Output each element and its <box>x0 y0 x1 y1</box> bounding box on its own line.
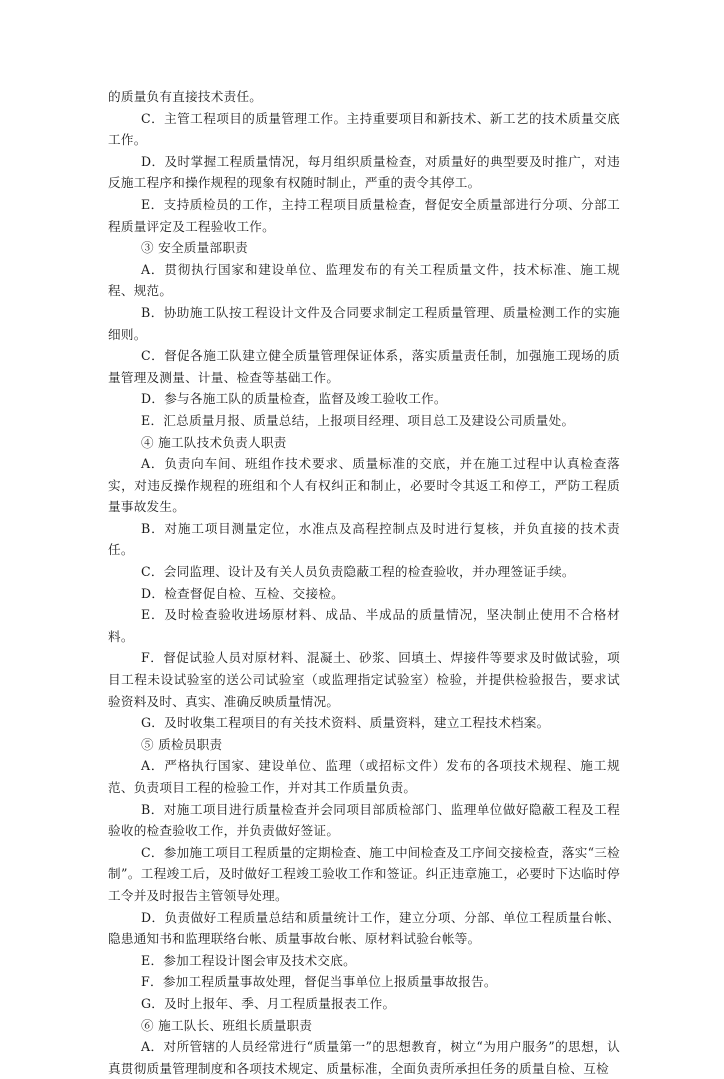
item-a: A．负责向车间、班组作技术要求、质量标准的交底，并在施工过程中认真检查落实，对违反操作规程的班组和个人有权纠正和制止，必要时令其返工和停工，严防工程质量事故发生。 <box>108 456 620 515</box>
paragraph-continuation: 的质量负有直接技术责任。 <box>108 89 263 104</box>
item-c: C．督促各施工队建立健全质量管理保证体系，落实质量责任制，加强施工现场的质量管理及测量、计量、检查等基础工作。 <box>108 348 620 385</box>
item-f: F．参加工程质量事故处理，督促当事单位上报质量事故报告。 <box>141 974 497 990</box>
item-a: A．严格执行国家、建设单位、监理（或招标文件）发布的各项技术规程、施工规范、负责项目工程的检验工作，并对其工作质量负责。 <box>108 758 620 795</box>
item-d: D．检查督促自检、互检、交接检。 <box>141 585 345 601</box>
item-d: D．参与各施工队的质量检查，监督及竣工验收工作。 <box>141 391 447 407</box>
section-heading-team-tech-lead: ④ 施工队技术负责人职责 <box>141 434 287 450</box>
item-c: C．参加施工项目工程质量的定期检查、施工中间检查及工序间交接检查，落实“三检制”。工程竣工后，及时做好工程竣工验收工作和签证。纠正违章施工，必要时下达临时停工令并及时报告主管领导处理。 <box>108 844 620 903</box>
item-b: B．对施工项目测量定位，水准点及高程控制点及时进行复核，并负直接的技术责任。 <box>108 520 620 558</box>
section-heading-quality-inspector: ⑤ 质检员职责 <box>141 736 223 752</box>
item-e: E．支持质检员的工作，主持工程项目质量检查，督促安全质量部进行分项、分部工程质量评定及工程验收工作。 <box>108 196 620 234</box>
item-b: B．对施工项目进行质量检查并会同项目部质检部门、监理单位做好隐蔽工程及工程验收的检查验收工作，并负责做好签证。 <box>108 801 620 839</box>
document-page <box>108 86 620 1079</box>
item-f: F．督促试验人员对原材料、混凝土、砂浆、回填土、焊接件等要求及时做试验，项目工程未设试验室的送公司试验室（或监理指定试验室）检验，并提供检验报告，要求试验资料及时、真实、准确反映质量情况。 <box>108 650 620 709</box>
item-d: D．及时掌握工程质量情况，每月组织质量检查，对质量好的典型要及时推广，对违反施工程序和操作规程的现象有权随时制止，严重的责令其停工。 <box>108 153 620 191</box>
section-heading-team-leader: ⑥ 施工队长、班组长质量职责 <box>141 1017 313 1033</box>
item-g: G．及时收集工程项目的有关技术资料、质量资料，建立工程技术档案。 <box>141 715 550 731</box>
item-e: E．及时检查验收进场原材料、成品、半成品的质量情况，坚决制止使用不合格材料。 <box>108 607 620 644</box>
section-heading-safety-quality-dept: ③ 安全质量部职责 <box>141 240 249 256</box>
item-a: A．贯彻执行国家和建设单位、监理发布的有关工程质量文件，技术标准、施工规程、规范。 <box>108 261 620 299</box>
item-c: C．主管工程项目的质量管理工作。主持重要项目和新技术、新工艺的技术质量交底工作。 <box>108 110 620 148</box>
item-d: D．负责做好工程质量总结和质量统计工作，建立分项、分部、单位工程质量台帐、隐患通知书和监理联络台帐、质量事故台帐、原材料试验台帐等。 <box>108 909 620 947</box>
item-c: C．会同监理、设计及有关人员负责隐蔽工程的检查验收，并办理签证手续。 <box>141 564 575 580</box>
item-e: E．汇总质量月报、质量总结，上报项目经理、项目总工及建设公司质量处。 <box>141 412 575 428</box>
item-g: G．及时上报年、季、月工程质量报表工作。 <box>141 995 396 1011</box>
item-b: B．协助施工队按工程设计文件及合同要求制定工程质量管理、质量检测工作的实施细则。 <box>108 304 620 342</box>
item-a: A．对所管辖的人员经常进行“质量第一”的思想教育，树立“为用户服务”的思想，认真贯彻质量管理制度和各项技术规定、质量标准，全面负责所承担任务的质量自检、互检 <box>108 1039 620 1076</box>
item-e: E．参加工程设计图会审及技术交底。 <box>141 952 356 968</box>
